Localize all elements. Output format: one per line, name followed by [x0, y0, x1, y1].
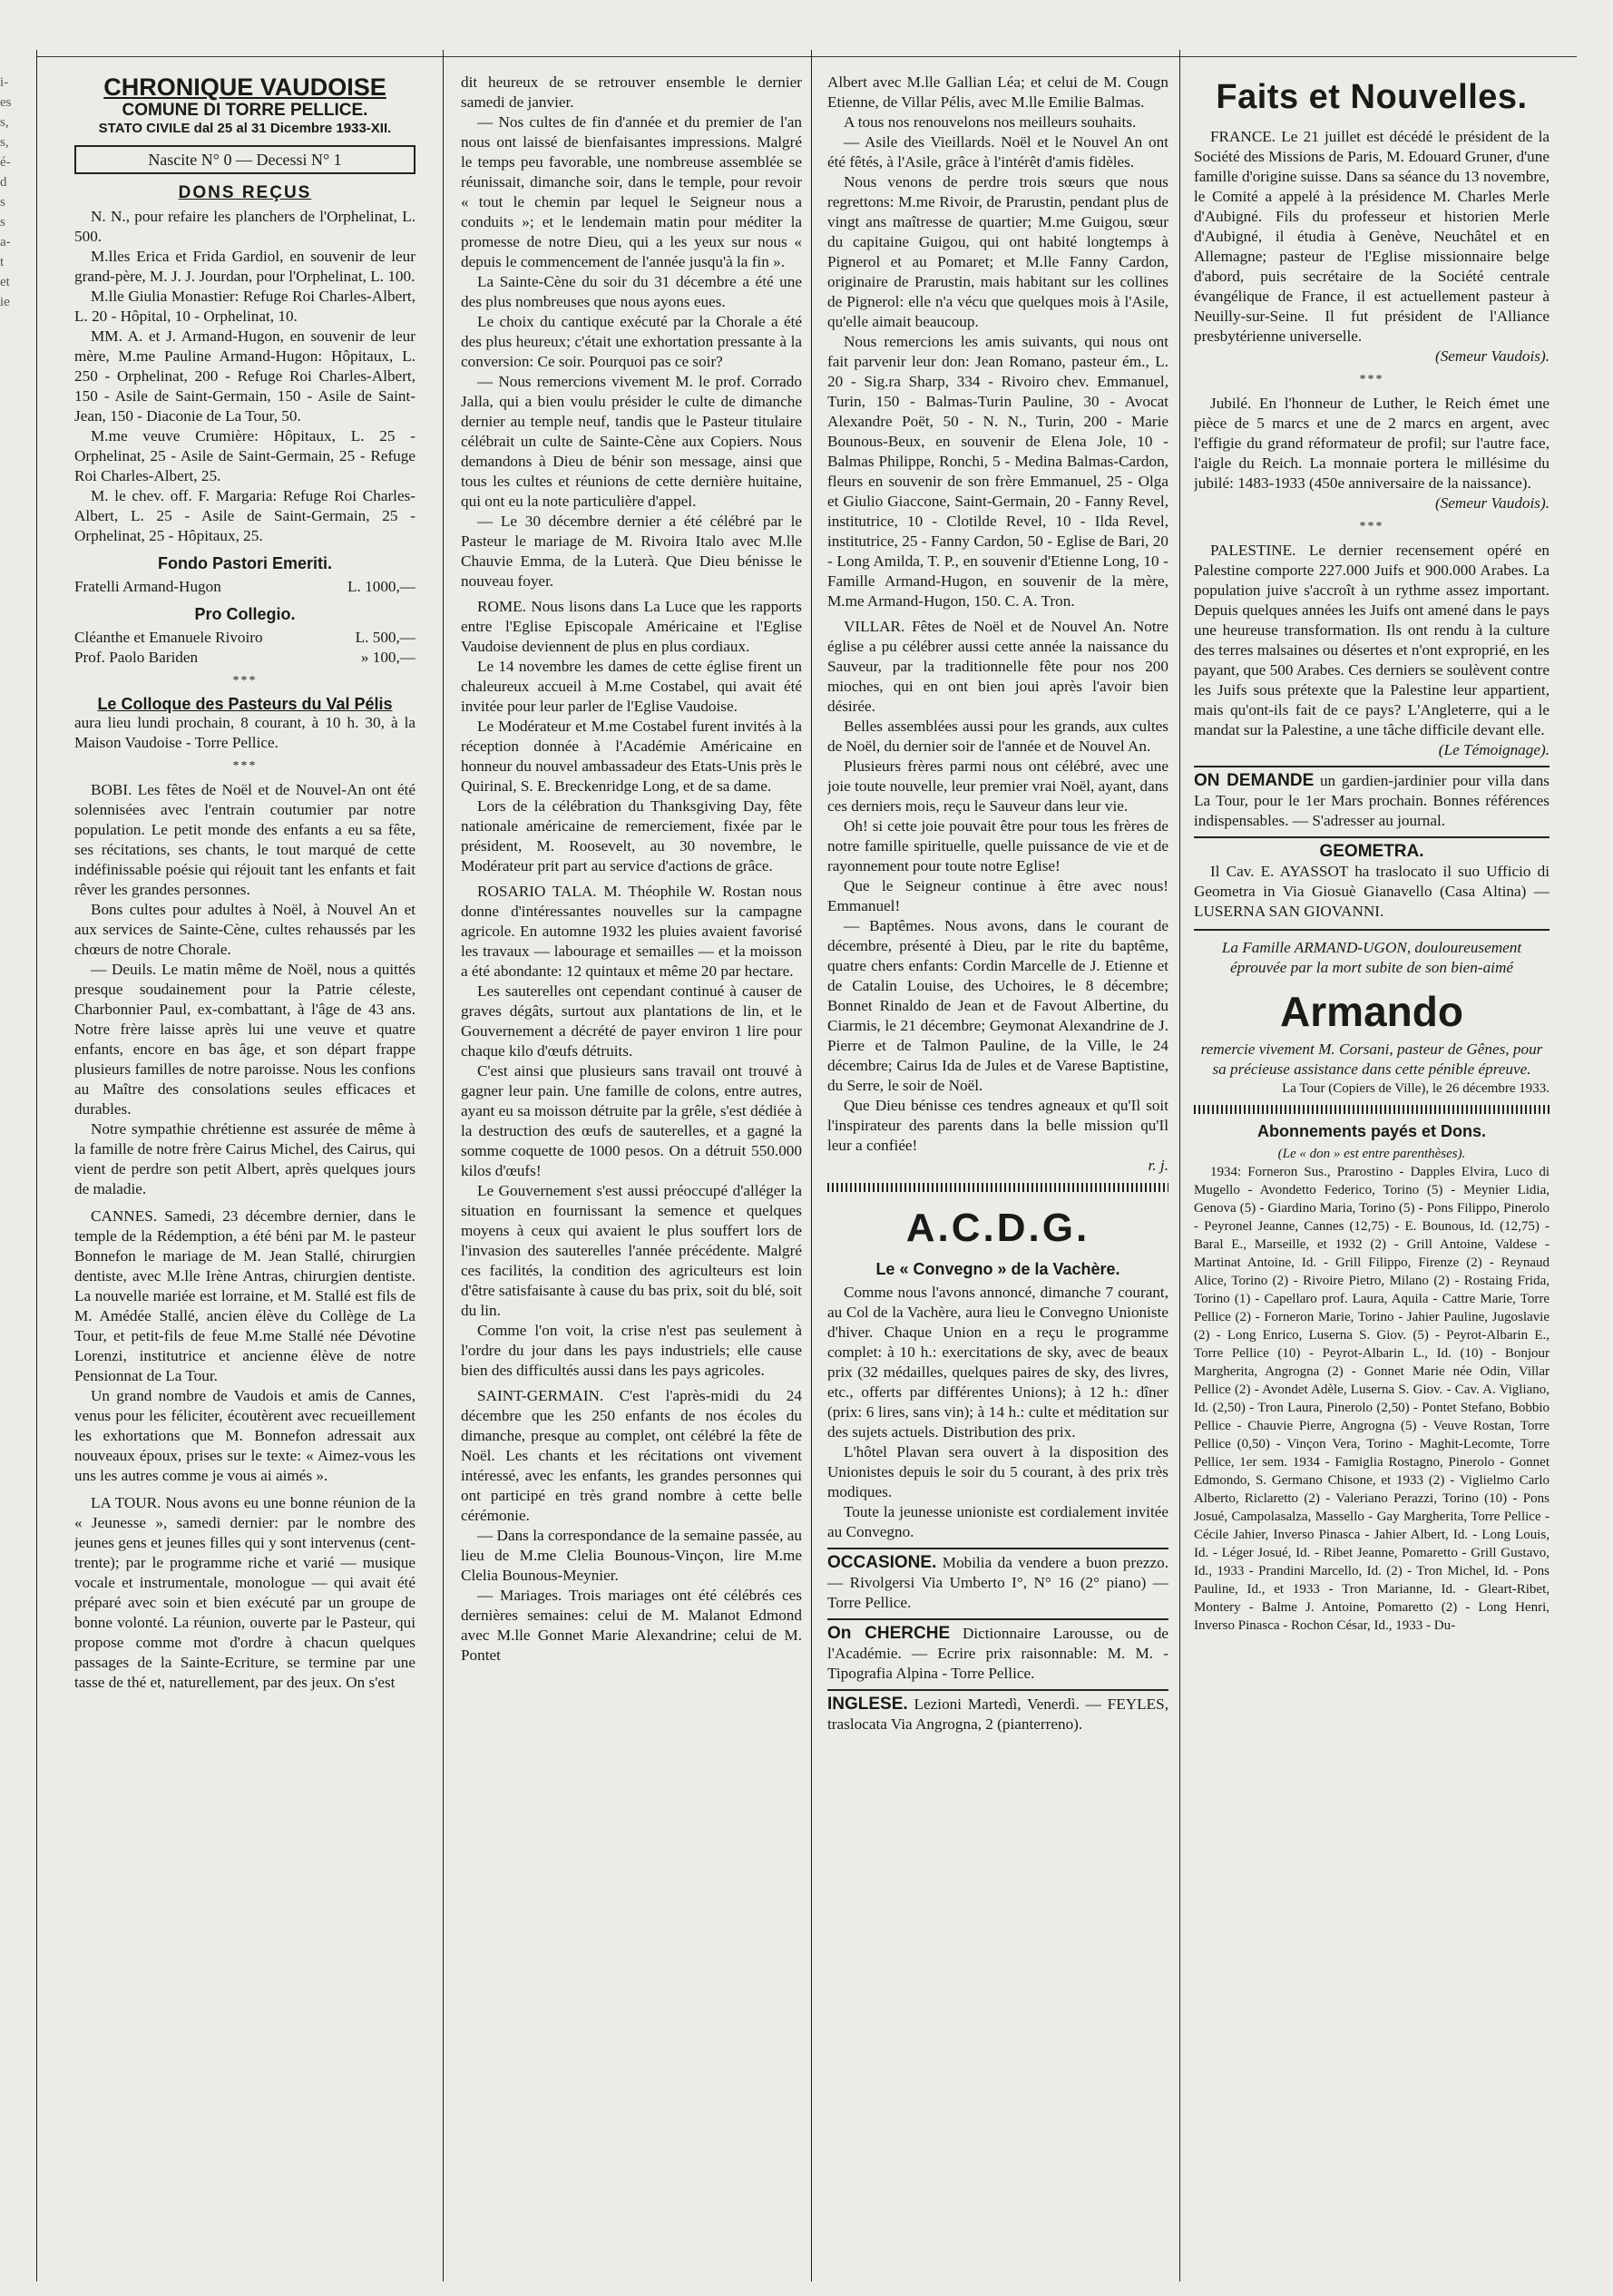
colloque-heading: Le Colloque des Pasteurs du Val Pélis [97, 695, 393, 713]
ad-text: un gardien-jardinier pour villa dans La Tour, pour le 1er Mars prochain. Bonnes références indispensables. — S'adresser au journal. [1194, 772, 1549, 829]
pro-name: Cléanthe et Emanuele Rivoiro [74, 629, 263, 646]
article-paragraph: — Nos cultes de fin d'année et du premier de l'an nous ont laissé de bienfaisantes impressions. Malgré le temps peu favorable, une nombreuse assemblée se réunissait, dimanche soir, dans le temple, pour revoir « tout le chemin par lequel le Seigneur nous a conduits »; et le lendemain matin pour méditer la promesse de notre Dieu, qui a les yeux sur nous « depuis le commencement de l'année jusqu'à la fin ». [461, 113, 802, 270]
cannes-paragraph: CANNES. Samedi, 23 décembre dernier, dans le temple de la Rédemption, a été béni par M. le pasteur Bonnefon le mariage de M. Jean Stallé, chirurgien dentiste, avec M.lle Irène Antras, chirurgien dentiste. La nouvelle mariée est lorraine, et M. Stallé est fils de M. Amédée Stallé, ancien élève du Collège de La Tour, et petit-fils de feue M.me Stallé née Dévotine Lorenzi, institutrice et ancienne élève de notre Pensionnat de La Tour. [74, 1207, 415, 1384]
column-2 [461, 73, 802, 2268]
article-paragraph: Lors de la célébration du Thanksgiving Day, fête nationale américaine de remerciement, fixée par le président, M. Roosevelt, au 30 novembre, le Modérateur prit part au service d'actions de grâce. [461, 797, 802, 874]
article-paragraph: Les sauterelles ont cependant continué à causer de graves dégâts, surtout aux plantations de lin, et le Gouvernement a décrété de payer environ 1 lire pour chaque kilo d'œufs détruits. [461, 982, 802, 1060]
ad-text: Lezioni Martedì, Venerdì. — FEYLES, traslocata Via Angrogna, 2 (pianterreno). [827, 1695, 1168, 1733]
source-credit: (Le Témoignage). [1438, 741, 1549, 758]
article-paragraph: Belles assemblées aussi pour les grands, aux cultes de Noël, du dernier soir de l'année et de Nouvel An. [827, 718, 1168, 755]
villar-paragraph: VILLAR. Fêtes de Noël et de Nouvel An. Notre église a pu célébrer aussi cette année la naissance du Sauveur, par la traditionnelle fête pour nos 200 mioches, qui en ont bien joui après l'avoir bien désirée. [827, 618, 1168, 715]
convegno-paragraph: L'hôtel Plavan sera ouvert à la disposition des Unionistes depuis le soir du 5 courant, à des prix très modiques. [827, 1443, 1168, 1500]
article-paragraph: Que le Seigneur continue à être avec nous! Emmanuel! [827, 877, 1168, 914]
saint-germain-paragraph: SAINT-GERMAIN. C'est l'après-midi du 24 décembre que les 250 enfants de nos écoles du dimanche, presque au complet, ont célébré la fête de Noël. Les chants et les récitations ont vivement intéressé, avec les enfants, les grandes personnes qui ont participé en très grand nombre à cette belle cérémonie. [461, 1387, 802, 1524]
article-paragraph: Le Modérateur et M.me Costabel furent invités à la réception donnée à l'Académie Américaine en honneur du nouvel ambassadeur des Etats-Unis près le Quirinal, S. E. Breckenridge Long, et de sa dame. [461, 718, 802, 795]
article-paragraph: — Le 30 décembre dernier a été célébré par le Pasteur le mariage de M. Rivoira Italo avec M.lle Chauvie Emma, de la Luterà. Que Dieu bénisse le nouveau foyer. [461, 513, 802, 590]
stato-civile-line: STATO CIVILE dal 25 al 31 Dicembre 1933-XII. [98, 121, 392, 136]
article-paragraph: dit heureux de se retrouver ensemble le dernier samedi de janvier. [461, 73, 802, 111]
ad-geometra [1194, 836, 1549, 922]
fondo-heading: Fondo Pastori Emeriti. [157, 554, 333, 572]
bobi-paragraph: — Deuils. Le matin même de Noël, nous a quittés presque soudainement pour la Patrie céleste, Charbonnier Paul, ex-combattant, à l'âge de 43 ans. Notre frère laisse après lui une veuve et quatre enfants, encore en bas âge, et son départ frappe plusieurs familles de notre paroisse. Nous les confions au Maître des consolations seules efficaces et durables. [74, 961, 415, 1118]
ad-text: Mobilia da vendere a buon prezzo. — Rivolgersi Via Umberto I°, N° 16 (2° piano) — Torre Pellice. [827, 1554, 1168, 1611]
article-paragraph: Le choix du cantique exécuté par la Chorale a été des plus heureux; c'était une exhortation pressante à la conversion: Ce soir. Pourquoi pas ce soir? [461, 313, 802, 370]
ad-inglese [827, 1689, 1168, 1734]
article-paragraph: Plusieurs frères parmi nous ont célébré, avec une joie toute nouvelle, leur premier vrai Noël, ayant, dans ces derniers mois, reçu le Sauveur dans leur vie. [827, 757, 1168, 815]
article-paragraph: Nous remercions les amis suivants, qui nous ont fait parvenir leur don: Jean Romano, pasteur ém., L. 20 - Sig.ra Sharp, 334 - Rivoiro chev. Emmanuel, Turin, 150 - Balmas-Turin Pauline, 30 - Avocat Alexandre Poët, 50 - N. N., Turin, 200 - Marie Bounous-Beux, en souvenir de Elena Jole, 10 - Balmas Philippe, Ronchi, 5 - Medina Balmas-Cardon, fleurs en souvenir de son frère Emmanuel, 25 - Olga et Giulio Giaccone, Saint-Germain, 20 - Fanny Revel, institutrice, 10 - Clotilde Revel, 10 - Ilda Revel, institutrice, 25 - Fanny Cardon, 50 - Eglise de Bari, 20 - Long Amilda, T. P., en souvenir d'Etienne Long, 10 - Famille Armand-Hugon, en souvenir de la mère, M.me Armand-Hugon, 150. C. A. Tron. [827, 333, 1168, 610]
article-paragraph: A tous nos renouvelons nos meilleurs souhaits. [844, 113, 1137, 131]
column-rule [36, 50, 37, 2281]
article-paragraph: — Baptêmes. Nous avons, dans le courant de décembre, présenté à Dieu, par le rite du baptême, quatre chers enfants: Cordin Marcelle de J. Etienne et de Catalin Louise, des Uchoires, le 8 décembre; Bonnet Rinaldo de Jean et de Favout Albertine, du Ciarmis, le 21 décembre; Geymonat Alexandrine de J. Pierre et de Talmon Pauline, de la Ville, le 24 décembre; Cairus Ida de Jules et de Varese Baptistine, du Serre, le soir de Noël. [827, 917, 1168, 1094]
separator-hatch [1194, 1105, 1549, 1114]
rosario-tala-paragraph: ROSARIO TALA. M. Théophile W. Rostan nous donne d'intéressantes nouvelles sur la campagne agricole. En automne 1932 les pluies avaient favorisé les travaux — labourage et semailles — et la moisson a été abondante: 12 quintaux et même 20 par hectare. [461, 883, 802, 980]
ad-title: GEOMETRA. [1319, 842, 1424, 861]
ad-title: ON DEMANDE [1194, 771, 1315, 790]
article-paragraph: — Mariages. Trois mariages ont été célébrés ces dernières semaines: celui de M. Malanot Edmond avec M.lle Gonnet Marie Alexandrine; celui de M. Pontet [461, 1587, 802, 1664]
bobi-paragraph: BOBI. Les fêtes de Noël et de Nouvel-An ont été solennisées avec l'entrain coutumier par notre population. Le petit monde des enfants a eu sa fête, ses récitations, ses chants, le tout marqué de cette indéfinissable poésie qui réjouit tant les enfants et fait rêver les grandes personnes. [74, 781, 415, 898]
ad-text: Dictionnaire Larousse, ou de l'Académie. — Ecrire prix raisonnable: M. M. - Tipografia Alpina - Torre Pellice. [827, 1625, 1168, 1682]
convegno-heading: Le « Convegno » de la Vachère. [875, 1260, 1120, 1278]
abonnements-list: 1934: Forneron Sus., Prarostino - Dapples Elvira, Luco di Mugello - Avondetto Federico, Torino (5) - Meynier Lidia, Genova (5) - Giardino Maria, Torino (5) - Pons Filippo, Pinerolo - Peyronel Jeanne, Cannes (12,75) - E. Bounous, Id. (12,75) - Baral E., Marseille, et 1932 (2) - Grill Antoine, Valdese - Martinat Antoine, Id. - Grill Filippo, Firenze (2) - Reynaud Alice, Torino (2) - Rivoire Pietro, Milano (2) - Rostaing Frida, Torino (1) - Capellaro prof. Laura, Aquila - Cattre Marie, Torre Pellice (2) - Forneron Marie, Torino - Jahier Pauline, Jugoslavie (2) - Long Enrico, Luserna S. Giov. (5) - Peyrot-Albarin E., Torre Pellice (10) - Peyrot-Albarin L., Id. (10) - Bonjour Margherita, Angrogna (2) - Gonnet Marie née Odin, Villar Pellice (2) - Avondet Adèle, Luserna S. Giov. - Cav. A. Vigliano, Id. (2,50) - Tron Laura, Pinerolo (2,50) - Pontet Stefano, Bobbio Pellice - Chauvie Pierre, Angrogna (5) - Veuve Rostan, Torre Pellice (0,50) - Vinçon Vera, Torino - Maghit-Lecomte, Torre Pellice, 1er sem. 1934 - Famiglia Rostagno, Pinerolo - Gonnet Edmondo, S. Germano Chisone, et 1933 (2) - Viglielmo Carlo Alberto, Riclaretto (2) - Valeriano Perazzi, Torino (10) - Pons Josué, Campolasalza, Massello - Gay Margherita, Torre Pellice - Cécile Jahier, Inverso Pinasca - Jahier Albert, Id. - Long Louis, Id. - Léger Josué, Id. - Ribet Jeanne, Pomaretto - Grill Gustavo, Id., 1933 - Prandini Marcello, Id. (2) - Tron Michel, Id. - Pons Pauline, Id., et 1933 - Tron Marianne, Id. - Gleart-Ribet, Montery - Balme J. Antoine, Pomaretto (2) - Long Henri, Inverso Pinasca - Rochon César, Id., 1933 - Du- [1194, 1165, 1549, 1633]
article-paragraph: — Asile des Vieillards. Noël et le Nouvel An ont été fêtés, à l'Asile, grâce à l'intérêt d'amis fidèles. [827, 133, 1168, 171]
rome-paragraph: ROME. Nous lisons dans La Luce que les rapports entre l'Eglise Episcopale Américaine et l'Eglise Vaudoise deviennent de plus en plus cordiaux. [461, 598, 802, 655]
faire-part-date: La Tour (Copiers de Ville), le 26 décembre 1933. [1282, 1081, 1549, 1096]
article-paragraph: Oh! si cette joie pouvait être pour tous les frères de notre famille spirituelle, quelle puissance de vie et de rayonnement pour toute notre Eglise! [827, 817, 1168, 874]
faits-nouvelles-title: Faits et Nouvelles. [1216, 78, 1528, 116]
abonnements-note: (Le « don » est entre parenthèses). [1277, 1147, 1466, 1161]
separator-stars: *** [232, 674, 258, 688]
chronique-title: CHRONIQUE VAUDOISE [103, 73, 386, 101]
article-paragraph: — Dans la correspondance de la semaine passée, au lieu de M.me Clelia Bounous-Vinçon, lire M.me Clelia Bounous-Meynier. [461, 1527, 802, 1584]
ad-occasione [827, 1548, 1168, 1613]
convegno-paragraph: Comme nous l'avons annoncé, dimanche 7 courant, au Col de la Vachère, aura lieu le Convegno Unioniste d'hiver. Chaque Union en a reçu le programme complet: à 10 h.: exercitations de sky, avec de beaux prix (32 médailles, quelques paires de sky, des livres, etc., offerts par différentes Unions); à 12 h.: dîner (prix: 6 lires, sans vin); à 14 h.: culte et méditation sur des sujets actuels. Distribution des prix. [827, 1284, 1168, 1441]
news-paragraph: Jubilé. En l'honneur de Luther, le Reich émet une pièce de 5 marcs et une de 2 marcs en argent, avec l'effigie du grand réformateur de profil; sur l'autre face, l'aigle du Reich. La monnaie portera le millésime du jubilé: 1483-1933 (450e anniversaire de la naissance). [1194, 395, 1549, 492]
pro-amount: » 100,— [360, 649, 415, 666]
faire-part-intro: La Famille ARMAND-UGON, douloureusement éprouvée par la mort subite de son bien-aimé [1221, 939, 1522, 976]
news-paragraph: FRANCE. Le 21 juillet est décédé le président de la Société des Missions de Paris, M. Edouard Gruner, d'une famille d'origine suisse. Dans sa séance du 13 novembre, le Comité a appelé à la présidence M. Charles Merle d'Aubigné. Fils du professeur et historien Merle d'Aubigné, il étudia à Genève, Neuchâtel et en Allemagne; pasteur de l'Eglise missionnaire belge d'abord, puis secrétaire de la Société centrale évangélique de France, il est actuellement pasteur à Neuilly-sur-Seine. Il fut président de l'Alliance presbytérienne universelle. [1194, 128, 1549, 345]
ad-text: Il Cav. E. AYASSOT ha traslocato il suo Ufficio di Geometra in Via Giosuè Gianavello (Casa Altina) — LUSERNA SAN GIOVANNI. [1194, 863, 1549, 920]
colloque-text: aura lieu lundi prochain, 8 courant, à 10 h. 30, à la Maison Vaudoise - Torre Pellice. [74, 714, 415, 751]
separator-stars: *** [232, 759, 258, 773]
bobi-paragraph: Bons cultes pour adultes à Noël, à Nouvel An et aux services de Sainte-Cène, cultes rehaussés par les chœurs de notre Chorale. [74, 901, 415, 958]
acdg-title: A.C.D.G. [905, 1206, 1090, 1250]
don-item: M.me veuve Crumière: Hôpitaux, L. 25 - Orphelinat, 25 - Asile de Saint-Germain, 25 - Refuge Roi Charles-Albert, 25. [74, 427, 415, 484]
nascite-box: Nascite N° 0 — Decessi N° 1 [74, 145, 415, 174]
bobi-paragraph: Notre sympathie chrétienne est assurée de même à la famille de notre frère Cairus Michel, des Cairus, qui vient de perdre son petit Albert, après quelques jours de maladie. [74, 1120, 415, 1197]
ad-title: INGLESE. [827, 1695, 908, 1714]
article-paragraph: La Sainte-Cène du soir du 31 décembre a été une des plus nombreuses que nous ayons eues. [461, 273, 802, 310]
ad-title: OCCASIONE. [827, 1553, 937, 1572]
pro-row [74, 648, 415, 668]
dons-heading: DONS REÇUS [178, 183, 312, 202]
separator-stars: *** [1359, 373, 1384, 386]
separator-hatch [827, 1183, 1168, 1192]
pro-amount: L. 500,— [355, 629, 415, 646]
don-item: M.lle Giulia Monastier: Refuge Roi Charles-Albert, L. 20 - Hôpital, 10 - Orphelinat, 10. [74, 288, 415, 325]
article-paragraph: Albert avec M.lle Gallian Léa; et celui de M. Cougn Etienne, de Villar Pélis, avec M.lle Emilie Balmas. [827, 73, 1168, 111]
faire-part-thanks: remercie vivement M. Corsani, pasteur de Gênes, pour sa précieuse assistance dans cette pénible épreuve. [1200, 1041, 1543, 1078]
article-paragraph: Que Dieu bénisse ces tendres agneaux et qu'Il soit l'inspirateur des parents dans la belle mission qu'Il leur a confiée! [827, 1097, 1168, 1154]
don-item: MM. A. et J. Armand-Hugon, en souvenir de leur mère, M.me Pauline Armand-Hugon: Hôpitaux, L. 250 - Orphelinat, 200 - Refuge Roi Charles-Albert, 150 - Asile de Saint-Germain, 150 - Asile de Saint-Jean, 150 - Diaconie de La Tour, 50. [74, 327, 415, 425]
article-paragraph: Nous venons de perdre trois sœurs que nous regrettons: M.me Rivoir, de Prarustin, pendant plus de vingt ans maîtresse de quartier; M.me Guigou, sœur du capitaine Guigou, qui ont habité longtemps à Pignerol et au Pomaret; et M.lle Fanny Cardon, originaire de Prarustin, mais habitant sur les collines de Pignerol: elle n'a vécu que quelques mois à l'Asile, qu'elle aimait beaucoup. [827, 173, 1168, 330]
latour-paragraph: LA TOUR. Nous avons eu une bonne réunion de la « Jeunesse », samedi dernier: par le nombre des jeunes gens et jeunes filles qui y sont intervenus (cent-trente); par le programme riche et varié — musique vocale et instrumentale, monologue — qui avait été préparé avec soin et bien exécuté par un groupe de bonne volonté. La réunion, ouverte par le Pasteur, qui propose comme mot d'ordre à chacun quelques passages de la Sainte-Ecriture, se termine par une tasse de thé et, naturellement, par des jeux. On s'est [74, 1494, 415, 1691]
signature: r. j. [1148, 1157, 1168, 1174]
ad-on-cherche [827, 1618, 1168, 1684]
don-item: M.lles Erica et Frida Gardiol, en souvenir de leur grand-père, M. J. J. Jourdan, pour l'Orphelinat, L. 100. [74, 248, 415, 285]
column-4 [1194, 73, 1549, 2268]
column-3 [827, 73, 1168, 2268]
column-rule [1179, 50, 1180, 2281]
article-paragraph: C'est ainsi que plusieurs sans travail ont trouvé à gagner leur pain. Une famille de colons, entre autres, ayant eu sa moisson détruite par la grêle, s'est dédiée à la destruction des œufs de sauterelles, et a gagné la somme coquette de 1000 pesos. On a détruit 550.000 kilos d'œufs! [461, 1062, 802, 1179]
fondo-name: Fratelli Armand-Hugon [74, 578, 221, 595]
news-paragraph: PALESTINE. Le dernier recensement opéré en Palestine comporte 227.000 Juifs et 900.000 Arabes. La population juive s'accroît à un rythme assez important. Depuis quelques années les Juifs ont amené dans le pays une heureuse transformation. Ils ont rendu à la culture des terres malsaines ou désertes et n'ont exproprié, en les payant, que 500 Arabes. Ces derniers se soulèvent contre les Juifs sous prétexte que la Palestine leur appartient, mais qu'ont-ils fait de ce pays? L'Angleterre, qui a le mandat sur la Palestine, a une tâche difficile devant elle. [1194, 542, 1549, 738]
source-credit: (Semeur Vaudois). [1434, 494, 1549, 512]
comune-subtitle: COMUNE DI TORRE PELLICE. [122, 101, 368, 120]
pro-collegio-heading: Pro Collegio. [194, 605, 296, 623]
abonnements-title: Abonnements payés et Dons. [1256, 1122, 1487, 1140]
separator-stars: *** [1359, 520, 1384, 533]
top-rule [36, 56, 1577, 57]
ad-on-demande [1194, 766, 1549, 831]
separator-line [1194, 929, 1549, 931]
adjacent-page-edge: i- es s, s, é- d s s a- t et ie [0, 75, 12, 309]
convegno-paragraph: Toute la jeunesse unioniste est cordialement invitée au Convegno. [827, 1503, 1168, 1540]
article-paragraph: — Nous remercions vivement M. le prof. Corrado Jalla, qui a bien voulu présider le culte de dimanche dernier au temple neuf, tandis que le Pasteur titulaire célébrait un culte de Sainte-Cène aux Copiers. Nous demandons à Dieu de bénir son message, ainsi que tous les cultes et réunions de cette dernière huitaine, qui ont eu la note particulière d'appel. [461, 373, 802, 510]
article-paragraph: Comme l'on voit, la crise n'est pas seulement à l'ordre du jour dans les pays industriels; elle cause bien des difficultés aussi dans les pays agricoles. [461, 1322, 802, 1379]
source-credit: (Semeur Vaudois). [1434, 347, 1549, 365]
pro-row [74, 628, 415, 648]
ad-title: On CHERCHE [827, 1624, 951, 1643]
fondo-amount: L. 1000,— [347, 578, 415, 595]
article-paragraph: Le 14 novembre les dames de cette église firent un chaleureux accueil à M.me Costabel, qui avait été invitée pour leur parler de l'Eglise Vaudoise. [461, 658, 802, 715]
column-1 [74, 73, 415, 2268]
faire-part-name: Armando [1280, 988, 1463, 1035]
pro-name: Prof. Paolo Bariden [74, 649, 199, 666]
column-rule [811, 50, 812, 2281]
cannes-paragraph: Un grand nombre de Vaudois et amis de Cannes, venus pour les féliciter, écoutèrent avec recueillement les exhortations que M. Bonnefon adressait aux nouveaux époux, prises sur le texte: « Aimez-vous les uns les autres comme je vous ai aimés ». [74, 1387, 415, 1484]
column-rule [443, 50, 444, 2281]
fondo-row [74, 577, 415, 597]
don-item: M. le chev. off. F. Margaria: Refuge Roi Charles-Albert, L. 25 - Asile de Saint-Germain, 25 - Orphelinat, 25 - Hôpitaux, 25. [74, 487, 415, 544]
article-paragraph: Le Gouvernement s'est aussi préoccupé d'alléger la situation en fournissant la semence et quelques moyens à ceux qui avaient le plus souffert lors de l'invasion des sauterelles l'année précédente. Malgré ces facilités, la condition des agriculteurs est loin d'être satisfaisante à cause du bas prix, soit du blé, soit du lin. [461, 1182, 802, 1319]
don-item: N. N., pour refaire les planchers de l'Orphelinat, L. 500. [74, 208, 415, 245]
